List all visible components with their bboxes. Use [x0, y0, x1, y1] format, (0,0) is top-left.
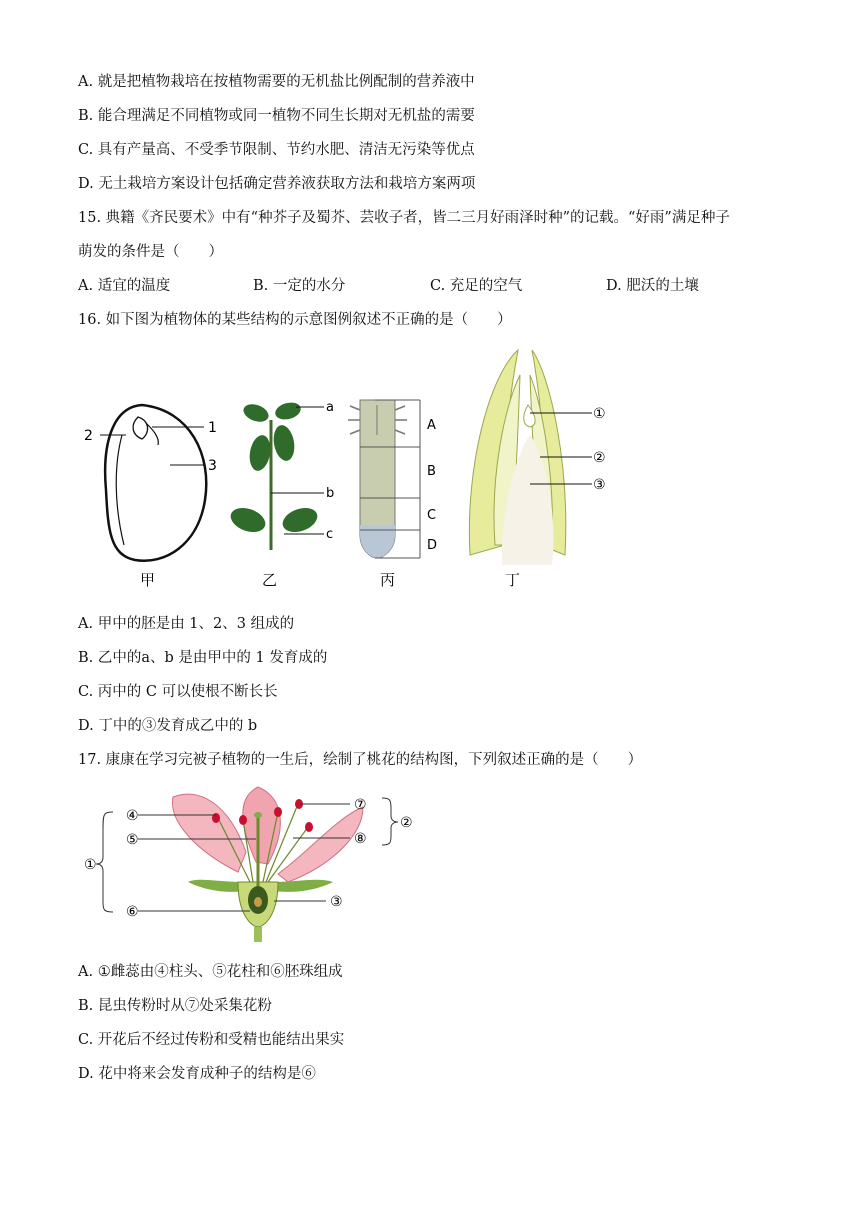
root-label-d: D — [427, 538, 438, 553]
flower-label-4: ④ — [126, 808, 139, 824]
seedling-label-a: a — [326, 400, 334, 415]
bud-figure — [460, 345, 620, 595]
seed-label-1: 1 — [208, 420, 217, 436]
root-caption: 丙 — [380, 571, 396, 589]
bud-label-1: ① — [593, 406, 606, 422]
q15-option-c: C. 充足的空气 — [430, 278, 523, 294]
flower-label-3: ③ — [330, 894, 343, 910]
flower-label-7: ⑦ — [354, 797, 367, 813]
peach-flower-figure — [78, 782, 428, 947]
q17-option-a: A. ①雌蕊由④柱头、⑤花柱和⑥胚珠组成 — [78, 964, 343, 980]
flower-label-1: ① — [84, 857, 97, 873]
flower-label-6: ⑥ — [126, 904, 139, 920]
q17-option-c: C. 开花后不经过传粉和受精也能结出果实 — [78, 1032, 345, 1048]
flower-label-2: ② — [400, 815, 413, 831]
q15-option-b: B. 一定的水分 — [253, 278, 346, 294]
seed-label-2: 2 — [84, 428, 93, 444]
q16-stem: 16. 如下图为植物体的某些结构的示意图例叙述不正确的是（ ） — [78, 312, 512, 328]
q14-option-c: C. 具有产量高、不受季节限制、节约水肥、清洁无污染等优点 — [78, 142, 475, 158]
bud-label-3: ③ — [593, 477, 606, 493]
q15-option-a: A. 适宜的温度 — [78, 278, 171, 294]
seed-label-3: 3 — [208, 458, 217, 474]
q14-option-a: A. 就是把植物栽培在按植物需要的无机盐比例配制的营养液中 — [78, 74, 475, 90]
q15-option-d: D. 肥沃的土壤 — [606, 278, 699, 294]
q16-option-a: A. 甲中的胚是由 1、2、3 组成的 — [78, 616, 295, 632]
seed-caption: 甲 — [140, 571, 156, 589]
root-label-c: C — [427, 508, 437, 523]
seedling-label-c: c — [326, 527, 334, 542]
flower-label-5: ⑤ — [126, 832, 139, 848]
bud-caption: 丁 — [505, 571, 521, 589]
bud-label-2: ② — [593, 450, 606, 466]
q17-option-d: D. 花中将来会发育成种子的结构是⑥ — [78, 1066, 316, 1082]
seed-figure — [80, 395, 225, 595]
q15-stem-line1: 15. 典籍《齐民要术》中有“种芥子及蜀芥、芸收子者，皆二三月好雨泽时种”的记载。“好雨”满足种子 — [78, 210, 730, 226]
q17-stem: 17. 康康在学习完被子植物的一生后，绘制了桃花的结构图，下列叙述正确的是（ ） — [78, 752, 643, 768]
seedling-figure — [226, 395, 346, 595]
q16-option-d: D. 丁中的③发育成乙中的 b — [78, 718, 258, 734]
q16-option-b: B. 乙中的a、b 是由甲中的 1 发育成的 — [78, 650, 328, 666]
seedling-label-b: b — [326, 486, 335, 501]
q17-option-b: B. 昆虫传粉时从⑦处采集花粉 — [78, 998, 272, 1014]
q16-option-c: C. 丙中的 C 可以使根不断长长 — [78, 684, 278, 700]
root-label-a: A — [427, 418, 436, 433]
q14-option-b: B. 能合理满足不同植物或同一植物不同生长期对无机盐的需要 — [78, 108, 475, 124]
flower-label-8: ⑧ — [354, 831, 367, 847]
root-label-b: B — [427, 464, 436, 479]
root-tip-figure — [345, 395, 455, 595]
q14-option-d: D. 无土栽培方案设计包括确定营养液获取方法和栽培方案两项 — [78, 176, 476, 192]
q15-stem-line2: 萌发的条件是（ ） — [78, 244, 223, 260]
seedling-caption: 乙 — [262, 571, 278, 589]
